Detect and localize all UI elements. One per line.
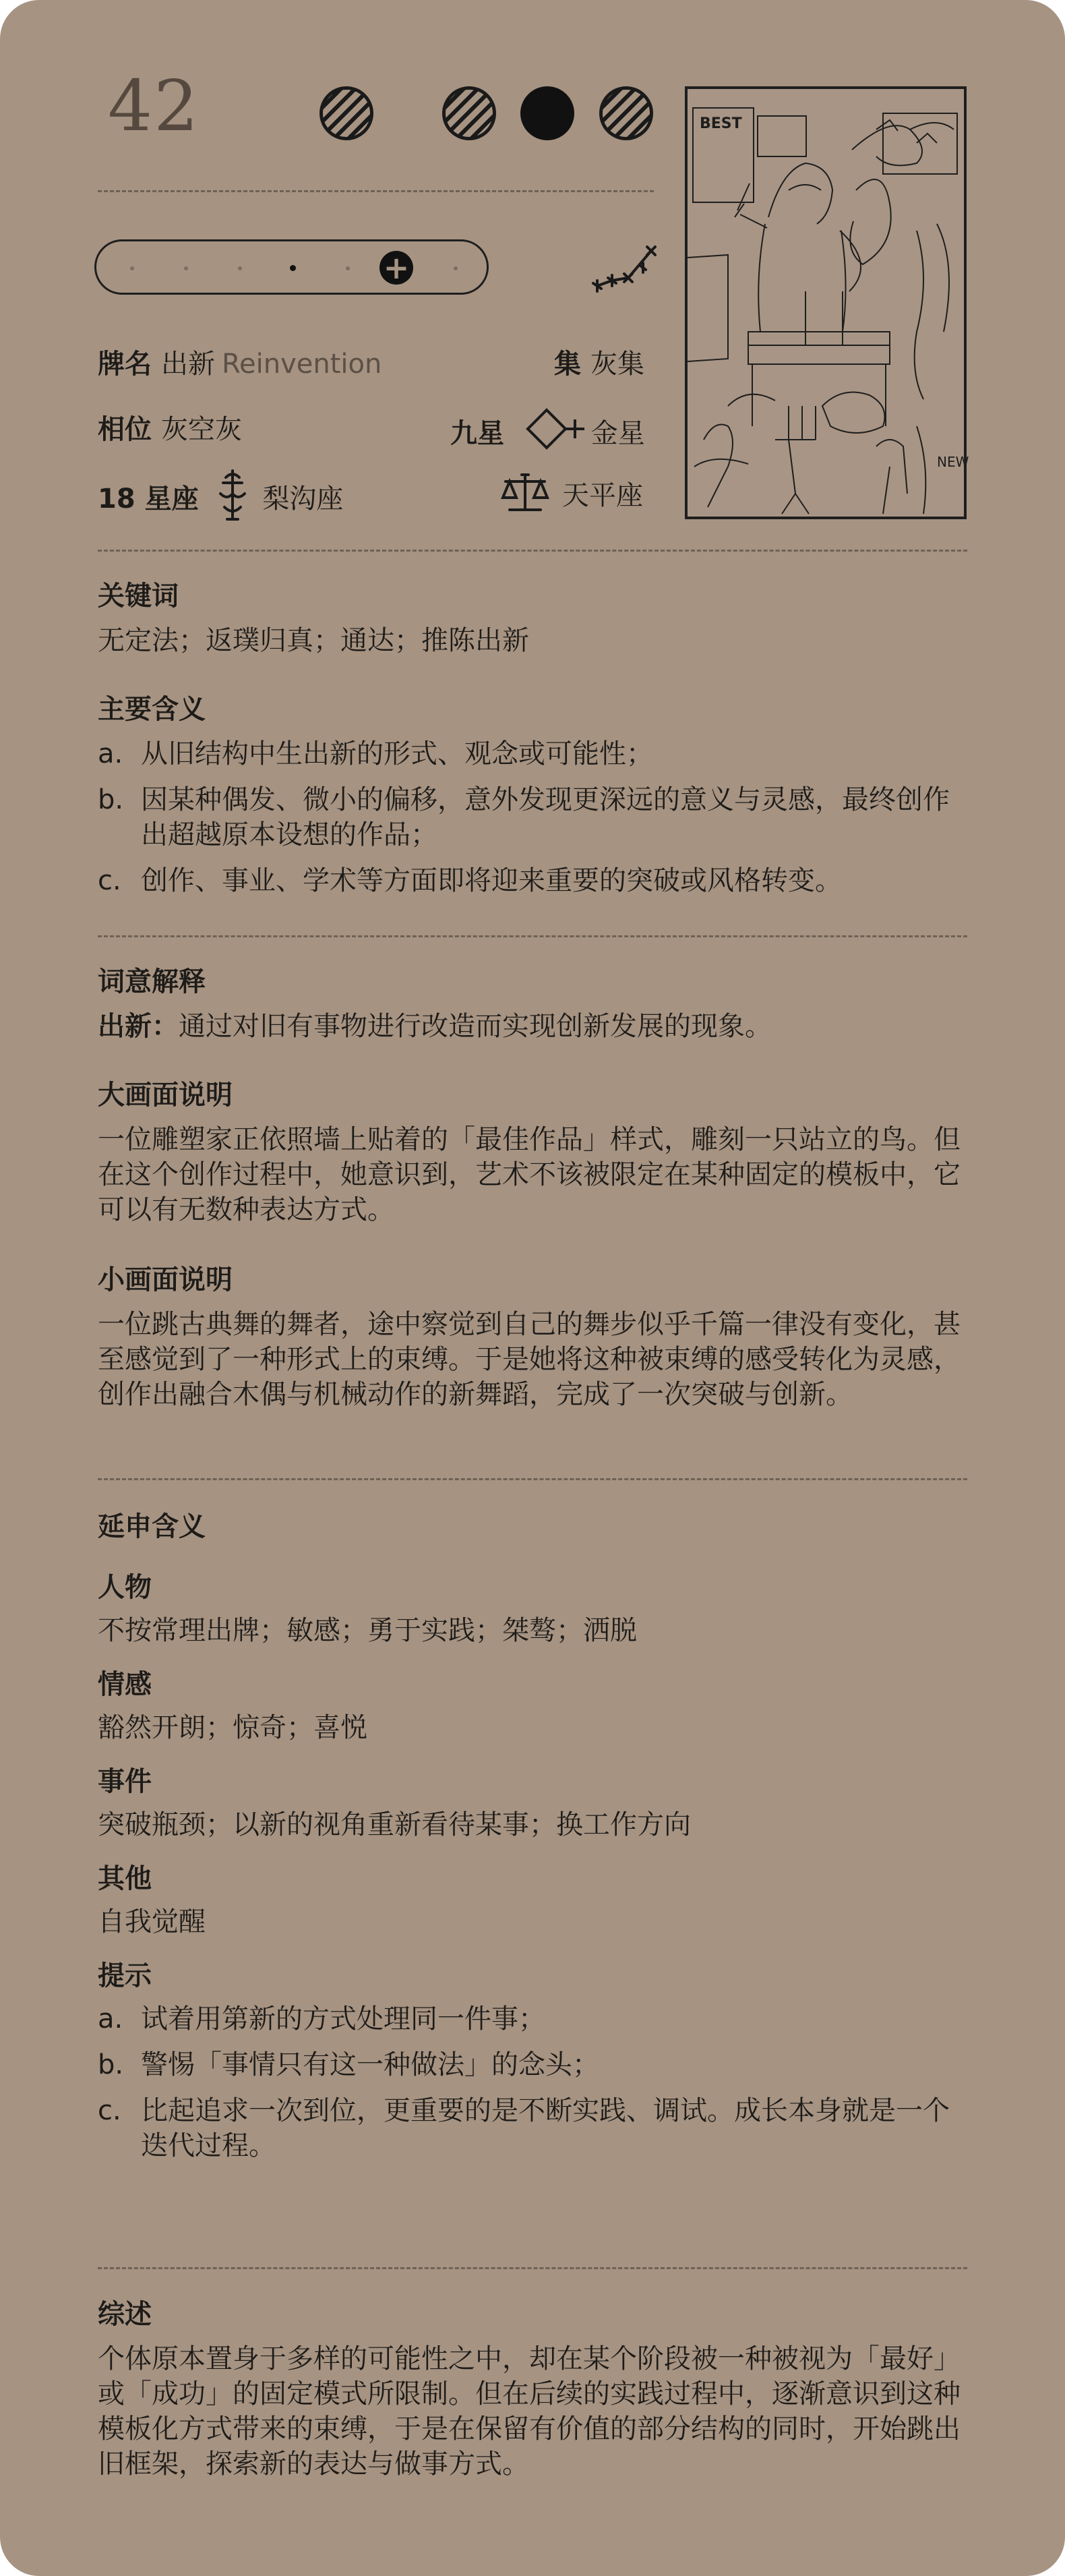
small-picture-heading: 小画面说明 bbox=[98, 1264, 233, 1295]
other-heading: 其他 bbox=[98, 1863, 152, 1894]
extended-heading: 延申含义 bbox=[98, 1511, 206, 1542]
card-number: 42 bbox=[108, 65, 200, 147]
venus-nine-star-icon bbox=[522, 404, 587, 454]
nine-star-label: 九星 bbox=[450, 418, 504, 449]
list-item bbox=[98, 782, 974, 852]
list-text: 从旧结构中生出新的形式、观念或可能性； bbox=[141, 738, 653, 769]
nine-star-row bbox=[450, 416, 645, 454]
big-picture-section bbox=[98, 1079, 974, 1227]
list-text: 比起追求一次到位，更重要的是不断实践、调试。成长本身就是一个迭代过程。 bbox=[141, 2095, 950, 2161]
list-marker: a. bbox=[98, 738, 123, 769]
list-marker: a. bbox=[98, 2003, 123, 2035]
word-meaning-section bbox=[98, 966, 974, 1044]
plus-circle-icon[interactable]: + bbox=[379, 251, 413, 285]
tips-heading: 提示 bbox=[98, 1960, 152, 1991]
slider-tick bbox=[238, 266, 242, 270]
summary-heading: 综述 bbox=[98, 2299, 152, 2330]
emotion-heading: 情感 bbox=[98, 1669, 152, 1700]
main-meaning-heading: 主要含义 bbox=[98, 694, 206, 725]
word-meaning-body bbox=[98, 1009, 974, 1044]
list-item bbox=[98, 863, 974, 898]
list-marker: c. bbox=[98, 2095, 121, 2126]
phase-label: 相位 bbox=[98, 414, 152, 445]
constellation-label: 18 星座 bbox=[98, 484, 199, 515]
list-marker: b. bbox=[98, 2049, 124, 2080]
card-illustration bbox=[685, 86, 967, 519]
list-item bbox=[98, 2001, 974, 2037]
slider-tick bbox=[454, 266, 458, 270]
card-name-label: 牌名 bbox=[98, 349, 152, 380]
card-name-row bbox=[98, 351, 382, 378]
constellation-value: 梨沟座 bbox=[262, 484, 344, 515]
slider-tick bbox=[346, 266, 350, 270]
person-text: 不按常理出牌；敏感；勇于实践；桀骜；洒脱 bbox=[98, 1615, 637, 1646]
word-meaning-term: 出新： bbox=[98, 1011, 179, 1042]
main-meaning-section bbox=[98, 693, 974, 898]
divider bbox=[98, 935, 967, 937]
divider bbox=[98, 550, 967, 552]
zodiac-value: 天平座 bbox=[562, 480, 643, 511]
event-text: 突破瓶颈；以新的视角重新看待某事；换工作方向 bbox=[98, 1809, 691, 1840]
summary-text: 个体原本置身于多样的可能性之中，却在某个阶段被一种被视为「最好」或「成功」的固定模式所限制。但在后续的实践过程中，逐渐意识到这种模板化方式带来的束缚，于是在保留有价值的部分结构的同时，开始跳出旧框架，探索新的表达与做事方式。 bbox=[98, 2343, 961, 2480]
constellation-symbol-icon bbox=[216, 469, 249, 521]
other-text: 自我觉醒 bbox=[98, 1906, 206, 1937]
slider-current-tick bbox=[290, 265, 296, 271]
art-label-new: NEW bbox=[937, 454, 969, 470]
card-name-en: Reinvention bbox=[222, 349, 382, 380]
libra-icon bbox=[500, 471, 550, 514]
zodiac-row bbox=[500, 480, 643, 514]
list-text: 因某种偶发、微小的偏移，意外发现更深远的意义与灵感，最终创作出超越原本设想的作品； bbox=[141, 784, 950, 850]
filled-circle-icon bbox=[520, 86, 574, 140]
list-item bbox=[98, 2093, 974, 2163]
hatched-circle-icon bbox=[442, 86, 496, 140]
list-marker: c. bbox=[98, 865, 121, 896]
constellation-row bbox=[98, 480, 343, 521]
list-item bbox=[98, 2047, 974, 2082]
list-text: 警惕「事情只有这一种做法」的念头； bbox=[141, 2049, 599, 2080]
divider bbox=[98, 2267, 967, 2269]
art-label-best: BEST bbox=[700, 115, 742, 132]
list-text: 试着用第新的方式处理同一件事； bbox=[141, 2003, 545, 2035]
small-picture-section bbox=[98, 1264, 974, 1412]
card-set-row bbox=[554, 351, 644, 378]
event-heading: 事件 bbox=[98, 1766, 152, 1797]
slider-tick bbox=[130, 266, 134, 270]
word-meaning-heading: 词意解释 bbox=[98, 966, 206, 997]
list-item bbox=[98, 736, 974, 771]
constellation-icon bbox=[592, 241, 659, 295]
phase-value: 灰空灰 bbox=[161, 414, 242, 445]
level-slider[interactable] bbox=[94, 239, 489, 295]
hatched-circle-icon bbox=[599, 86, 653, 140]
slider-tick bbox=[184, 266, 188, 270]
list-marker: b. bbox=[98, 784, 124, 815]
person-heading: 人物 bbox=[98, 1572, 152, 1603]
hatched-circle-icon bbox=[320, 86, 373, 140]
extended-section bbox=[98, 1511, 974, 2163]
nine-star-value: 金星 bbox=[590, 418, 645, 449]
big-picture-heading: 大画面说明 bbox=[98, 1080, 233, 1111]
small-picture-text: 一位跳古典舞的舞者，途中察觉到自己的舞步似乎千篇一律没有变化，甚至感觉到了一种形式上的束缚。于是她将这种被束缚的感受转化为灵感，创作出融合木偶与机械动作的新舞蹈，完成了一次突破与创新。 bbox=[98, 1309, 961, 1410]
word-meaning-text: 通过对旧有事物进行改造而实现创新发展的现象。 bbox=[179, 1011, 772, 1042]
divider bbox=[98, 1478, 967, 1480]
emotion-text: 豁然开朗；惊奇；喜悦 bbox=[98, 1712, 367, 1743]
list-text: 创作、事业、学术等方面即将迎来重要的突破或风格转变。 bbox=[141, 865, 842, 896]
card-set-value: 灰集 bbox=[590, 349, 644, 380]
card-set-label: 集 bbox=[554, 349, 581, 380]
phase-row bbox=[98, 416, 242, 443]
big-picture-text: 一位雕塑家正依照墙上贴着的「最佳作品」样式，雕刻一只站立的鸟。但在这个创作过程中，她意识到，艺术不该被限定在某种固定的模板中，它可以有无数种表达方式。 bbox=[98, 1124, 961, 1225]
keywords-heading: 关键词 bbox=[98, 581, 179, 612]
keywords-text: 无定法；返璞归真；通达；推陈出新 bbox=[98, 625, 529, 656]
card-name-cn: 出新 bbox=[161, 349, 215, 380]
keywords-section bbox=[98, 580, 974, 658]
divider bbox=[98, 190, 654, 192]
summary-section bbox=[98, 2298, 974, 2482]
